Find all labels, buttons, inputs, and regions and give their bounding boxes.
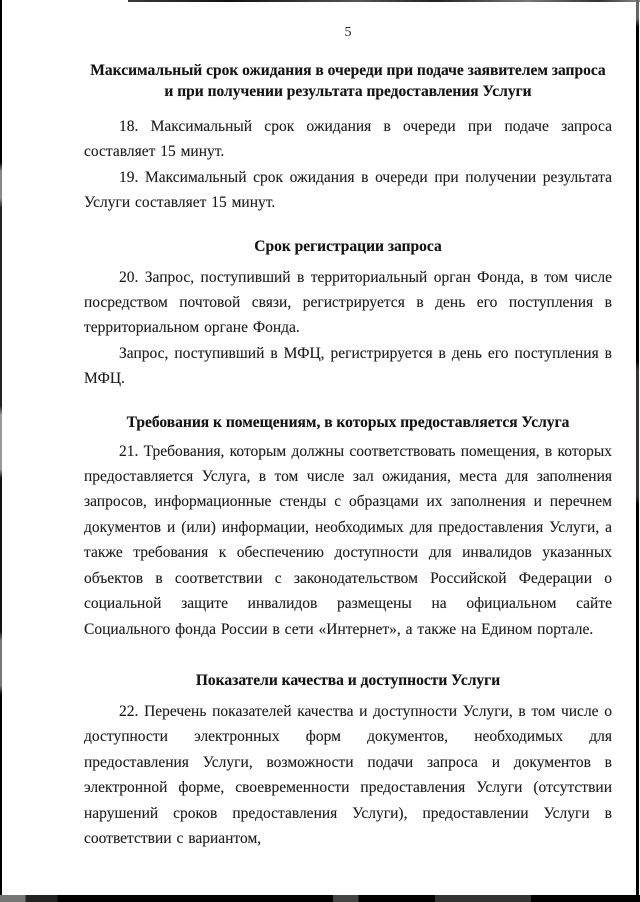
paragraph-22: 22. Перечень показателей качества и доступности Услуги, в том числе о доступности электронных форм документов, необходимых для предоставления Услуги, возможности подачи запроса и документов в электронной форме, своевременности предоставления Услуги (отсутствии нарушений сроков предоставления Услуги), предоставлении Услуги в соответствии с вариантом,: [84, 702, 612, 847]
scan-edge-right: [636, 0, 639, 902]
scan-edge-bottom: [0, 895, 640, 902]
scan-edge-left: [0, 0, 2, 902]
section-heading: Показатели качества и доступности Услуги: [195, 671, 501, 689]
section-quality-indicators: [84, 670, 612, 851]
page-number: 5: [344, 25, 352, 40]
paragraph-20: 20. Запрос, поступивший в территориальный орган Фонда, в том числе посредством почтовой связи, регистрируется в день его поступления в территориальном органе Фонда.: [84, 268, 612, 337]
paragraph-18: 18. Максимальный срок ожидания в очереди при подаче запроса составляет 15 минут.: [84, 118, 612, 161]
section-max-waiting-time: [84, 60, 612, 216]
paragraph-20-continued: Запрос, поступивший в МФЦ, регистрируется в день его поступления в МФЦ.: [84, 344, 612, 388]
paragraph-21: 21. Требования, которым должны соответствовать помещения, в которых предоставляется Услуга, в том числе зал ожидания, места для заполнения запросов, информационные стенды с образцами их заполнения и перечнем документов и (или) информации, необходимых для предоставления Услуги, а также требования к обеспечению доступности для инвалидов указанных объектов в соответствии с законодательством Российской Федерации о социальной защите инвалидов размещены на официальном сайте Социального фонда России в сети «Интернет», а также на Едином портале.: [84, 442, 612, 638]
section-heading: Срок регистрации запроса: [254, 237, 442, 255]
paragraph-19: 19. Максимальный срок ожидания в очереди при получении результата Услуги составляет 15 минут.: [84, 168, 612, 212]
section-premises-requirements: [84, 412, 612, 642]
page-content: [84, 24, 612, 851]
section-heading: Максимальный срок ожидания в очереди при подаче заявителем запроса и при получении результата предоставления Услуги: [90, 62, 606, 100]
section-heading: Требования к помещениям, в которых предоставляется Услуга: [126, 413, 570, 431]
scan-edge-top: [128, 0, 640, 2]
section-registration-term: [84, 236, 612, 392]
